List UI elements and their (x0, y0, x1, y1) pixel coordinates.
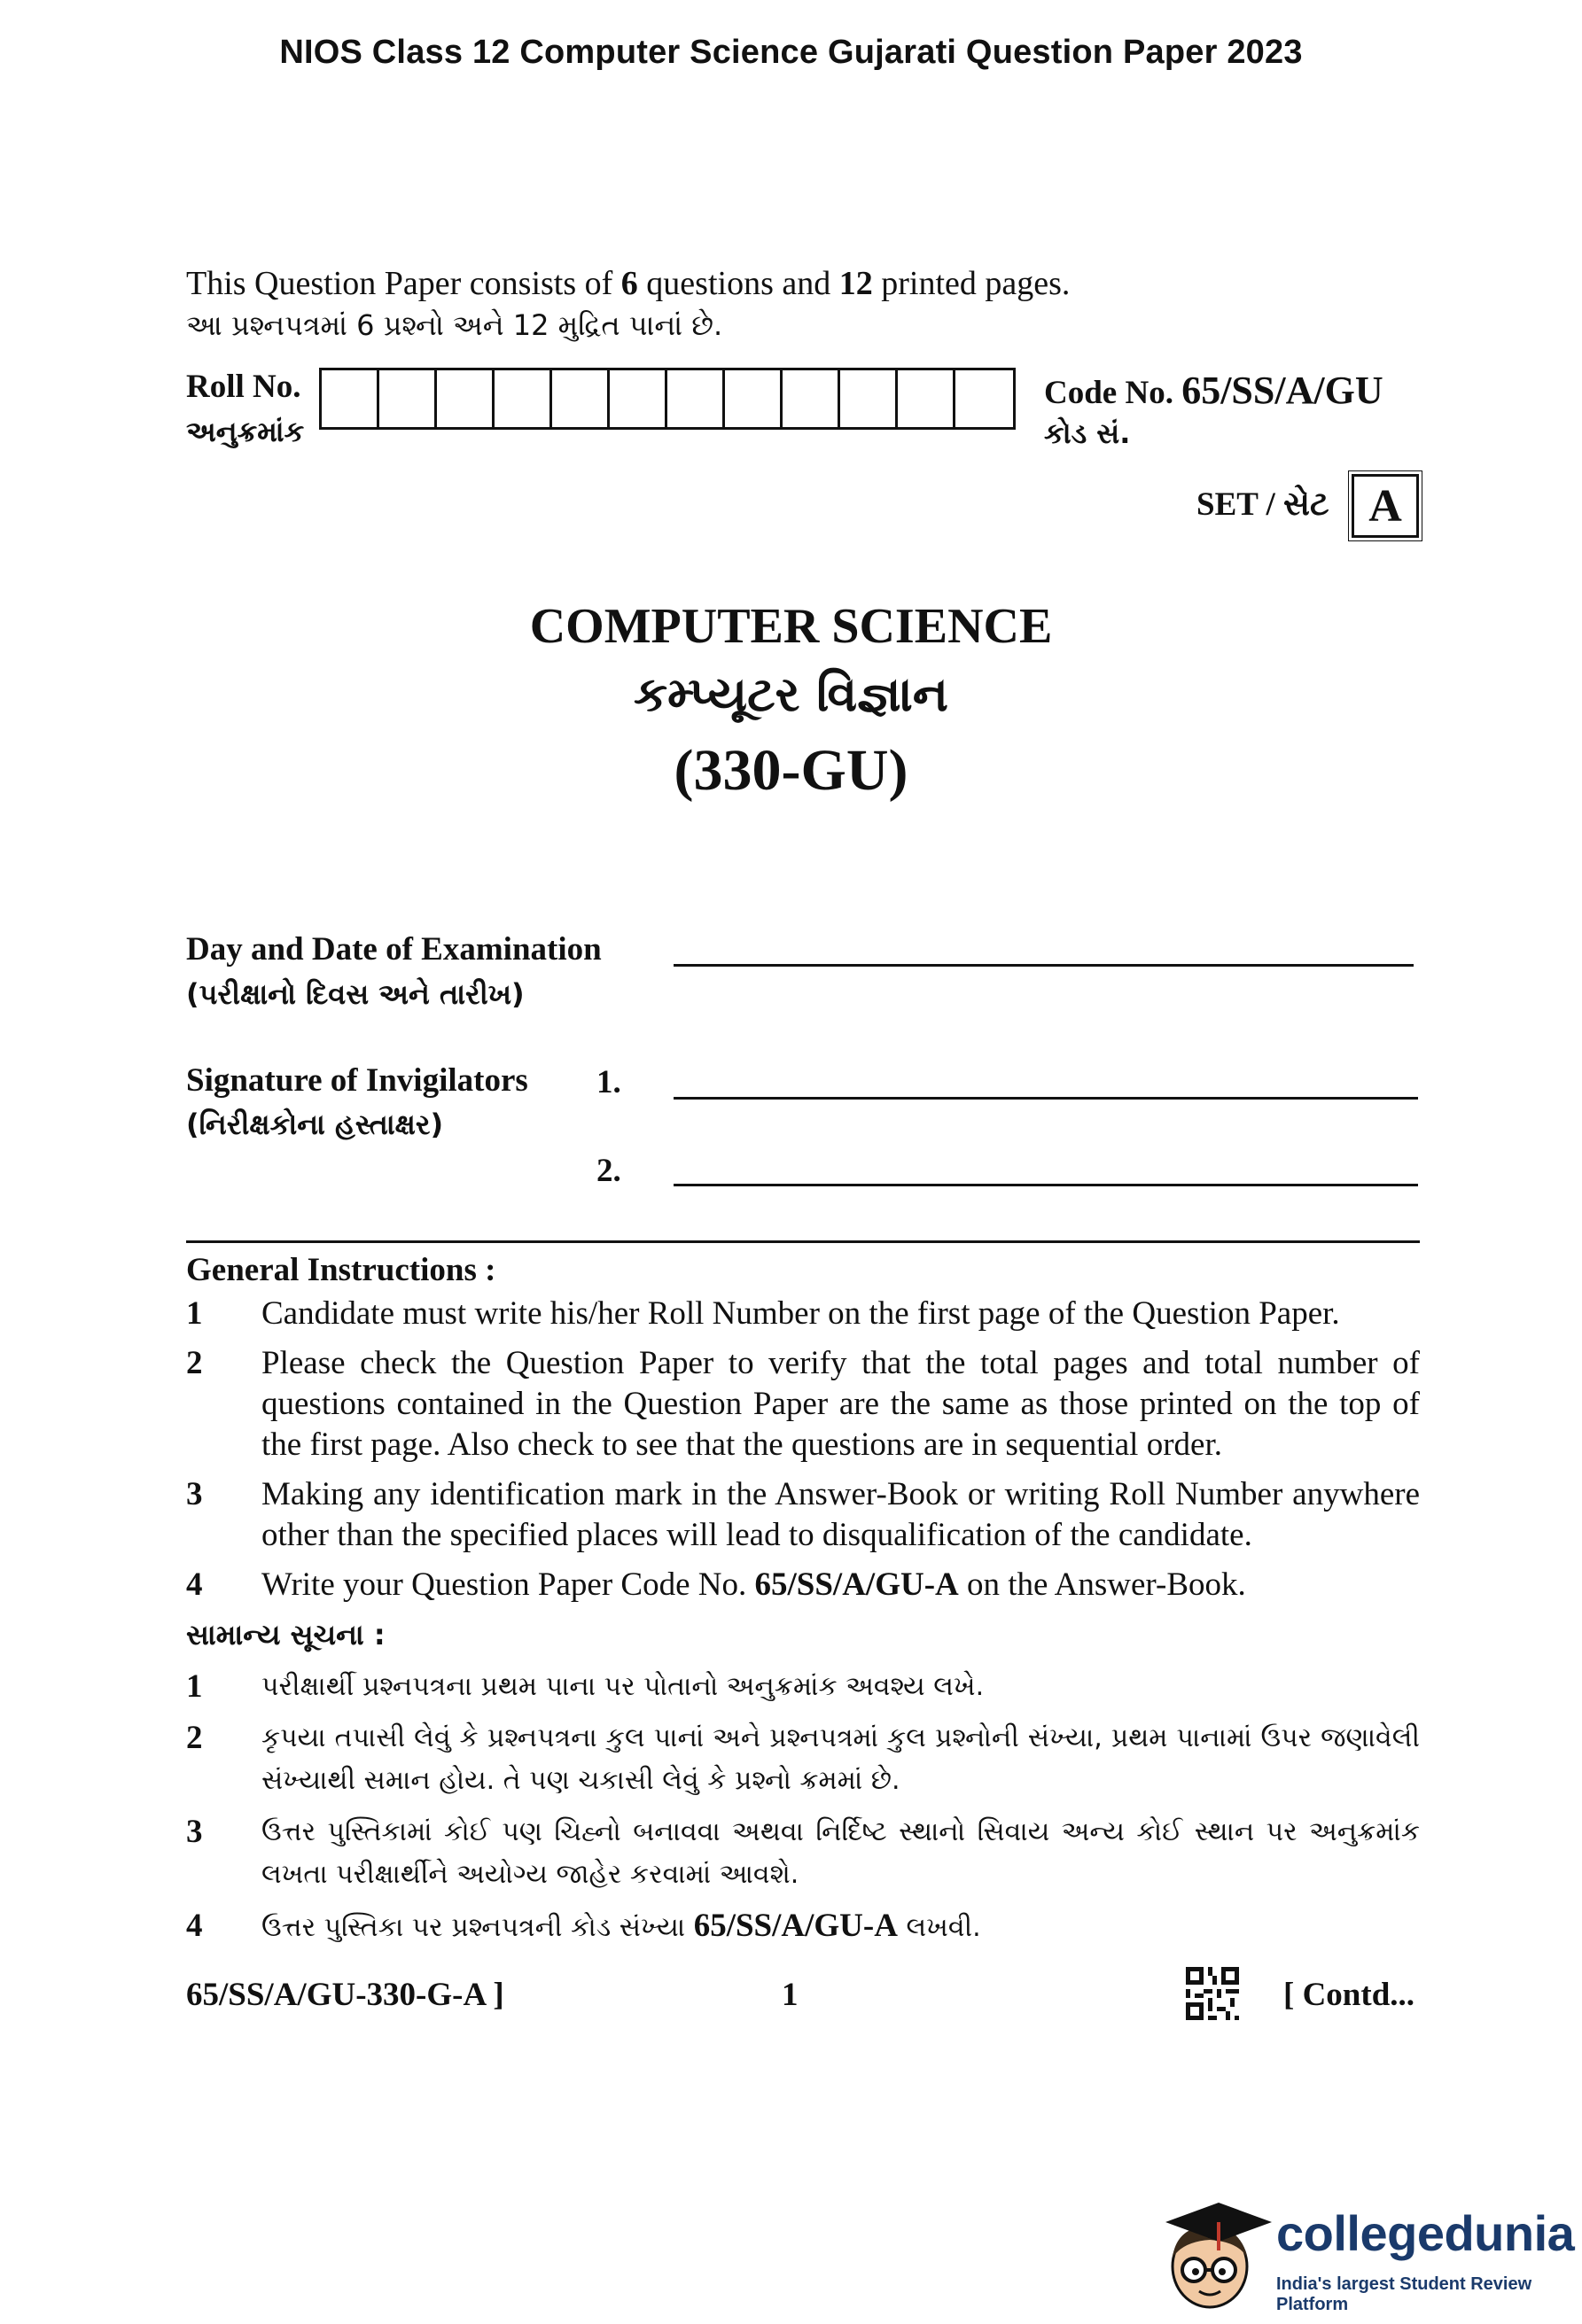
code-no-label: Code No. (1044, 375, 1173, 411)
instruction-text-post: on the Answer-Book. (958, 1566, 1246, 1603)
roll-number-cell[interactable] (783, 370, 840, 427)
exam-date-line[interactable] (674, 964, 1414, 967)
qr-code-icon (1186, 1967, 1239, 2020)
collegedunia-mascot-icon (1157, 2196, 1281, 2320)
code-no-line (1044, 368, 1383, 413)
set-box: A (1352, 474, 1419, 538)
roll-number-cell[interactable] (840, 370, 898, 427)
instruction-text-pre: Write your Question Paper Code No. (261, 1566, 755, 1603)
pages-count: 12 (838, 265, 873, 302)
instruction-number: 3 (186, 1814, 203, 1850)
roll-no-label-gu: અનુક્રમાંક (186, 415, 305, 448)
code-no-label-gu: કોડ સં. (1044, 416, 1131, 450)
instruction-number: 3 (186, 1476, 203, 1512)
paper-consists-line (186, 264, 1070, 303)
roll-number-cell[interactable] (955, 370, 1013, 427)
subject-code: (330-GU) (674, 738, 908, 803)
instruction-number: 1 (186, 1295, 203, 1332)
instruction-number: 2 (186, 1345, 203, 1381)
subject-title: COMPUTER SCIENCE (529, 599, 1053, 654)
instruction-item (186, 1565, 1420, 1605)
instruction-text-gu: ઉત્તર પુસ્તિકામાં કોઈ પણ ચિહ્નો બનાવવા અથવા નિર્દિષ્ટ સ્થાનો સિવાય અન્ય કોઈ સ્થાન પર અનુક્રમાંક લખતા પરીક્ષાર્થીને અયોગ્ય જાહેર કરવામાં આવશે. (261, 1816, 1420, 1890)
invigilator-1-number: 1. (596, 1064, 621, 1100)
roll-number-cell[interactable] (552, 370, 610, 427)
instruction-text: Please check the Question Paper to verify that the total pages and total number of questions contained in the Question Paper are the same as those printed on the top of the first page. Also check to see that the questions are in sequential order. (261, 1345, 1420, 1463)
instruction-text-post: લખવી. (897, 1912, 981, 1943)
footer-page-number: 1 (782, 1977, 799, 2013)
collegedunia-logo-text: collegedunia (1276, 2205, 1575, 2261)
instruction-item-gu (186, 1666, 1420, 1708)
instruction-text-gu: કૃપયા તપાસી લેવું કે પ્રશ્નપત્રના કુલ પાનાં અને પ્રશ્નપત્રમાં કુલ પ્રશ્નોની સંખ્યા, પ્રથમ પાનામાં ઉપર જણાવેલી સંખ્યાથી સમાન હોય. તે પણ ચકાસી લેવું કે પ્રશ્નો ક્રમમાં છે. (261, 1722, 1420, 1796)
instruction-item-gu (186, 1905, 1420, 1949)
invigilator-2-line[interactable] (674, 1184, 1418, 1186)
instruction-text-gu: પરીક્ષાર્થી પ્રશ્નપત્રના પ્રથમ પાના પર પોતાનો અનુક્રમાંક અવશ્ય લખે. (261, 1671, 985, 1702)
footer-paper-code: 65/SS/A/GU-330-G-A ] (186, 1977, 504, 2013)
roll-number-cell[interactable] (322, 370, 379, 427)
exam-date-label-gu: (પરીક્ષાનો દિવસ અને તારીખ) (186, 977, 525, 1011)
instruction-text-pre: ઉત્તર પુસ્તિકા પર પ્રશ્નપત્રની કોડ સંખ્યા (261, 1912, 694, 1943)
instruction-number: 4 (186, 1908, 203, 1944)
paper-code: 65/SS/A/GU-A (754, 1566, 959, 1603)
consists-prefix: This Question Paper consists of (186, 265, 621, 302)
instruction-item (186, 1343, 1420, 1465)
general-instructions-heading-gu: સામાન્ય સૂચના : (186, 1618, 386, 1652)
roll-number-cell[interactable] (437, 370, 495, 427)
instruction-text (261, 1565, 1420, 1605)
exam-date-label: Day and Date of Examination (186, 931, 602, 968)
invigilator-signature-label: Signature of Invigilators (186, 1062, 528, 1099)
roll-no-label: Roll No. (186, 369, 301, 405)
paper-consists-line-gu: આ પ્રશ્નપત્રમાં 6 પ્રશ્નો અને 12 મુદ્રિત પાનાં છે. (186, 308, 723, 342)
instruction-number: 4 (186, 1566, 203, 1603)
code-no-value: 65/SS/A/GU (1181, 369, 1383, 412)
page-banner: NIOS Class 12 Computer Science Gujarati Question Paper 2023 (279, 34, 1303, 71)
roll-number-cell[interactable] (898, 370, 955, 427)
instruction-number: 1 (186, 1668, 203, 1705)
roll-number-boxes[interactable] (319, 368, 1016, 430)
invigilator-1-line[interactable] (674, 1097, 1418, 1100)
paper-code: 65/SS/A/GU-A (693, 1908, 898, 1944)
roll-number-cell[interactable] (667, 370, 725, 427)
roll-number-cell[interactable] (495, 370, 552, 427)
invigilator-2-number: 2. (596, 1153, 621, 1189)
instruction-text: Candidate must write his/her Roll Number on the first page of the Question Paper. (261, 1295, 1340, 1332)
roll-number-cell[interactable] (725, 370, 783, 427)
questions-count: 6 (620, 265, 638, 302)
section-divider (186, 1240, 1420, 1243)
instruction-item (186, 1474, 1420, 1556)
roll-number-cell[interactable] (610, 370, 667, 427)
instruction-item (186, 1294, 1420, 1334)
collegedunia-tagline: India's largest Student Review Platform (1276, 2274, 1532, 2314)
instruction-text-gu (261, 1905, 1420, 1949)
invigilator-signature-label-gu: (નિરીક્ષકોના હસ્તાક્ષર) (186, 1108, 444, 1141)
set-label: SET / સેટ (1196, 486, 1329, 523)
consists-mid: questions and (637, 265, 839, 302)
footer-contd: [ Contd... (1283, 1977, 1415, 2013)
general-instructions-list (186, 1294, 1420, 1614)
subject-title-gu: કમ્પ્યૂટર વિજ્ઞાન (634, 666, 948, 722)
general-instructions-list-gu (186, 1666, 1420, 1958)
instruction-item-gu (186, 1717, 1420, 1802)
general-instructions-heading: General Instructions : (186, 1252, 496, 1288)
instruction-text: Making any identification mark in the Answer-Book or writing Roll Number anywhere other than the specified places will lead to disqualification of the candidate. (261, 1476, 1420, 1553)
instruction-item-gu (186, 1811, 1420, 1896)
consists-suffix: printed pages. (872, 265, 1071, 302)
instruction-number: 2 (186, 1720, 203, 1756)
roll-number-cell[interactable] (379, 370, 437, 427)
